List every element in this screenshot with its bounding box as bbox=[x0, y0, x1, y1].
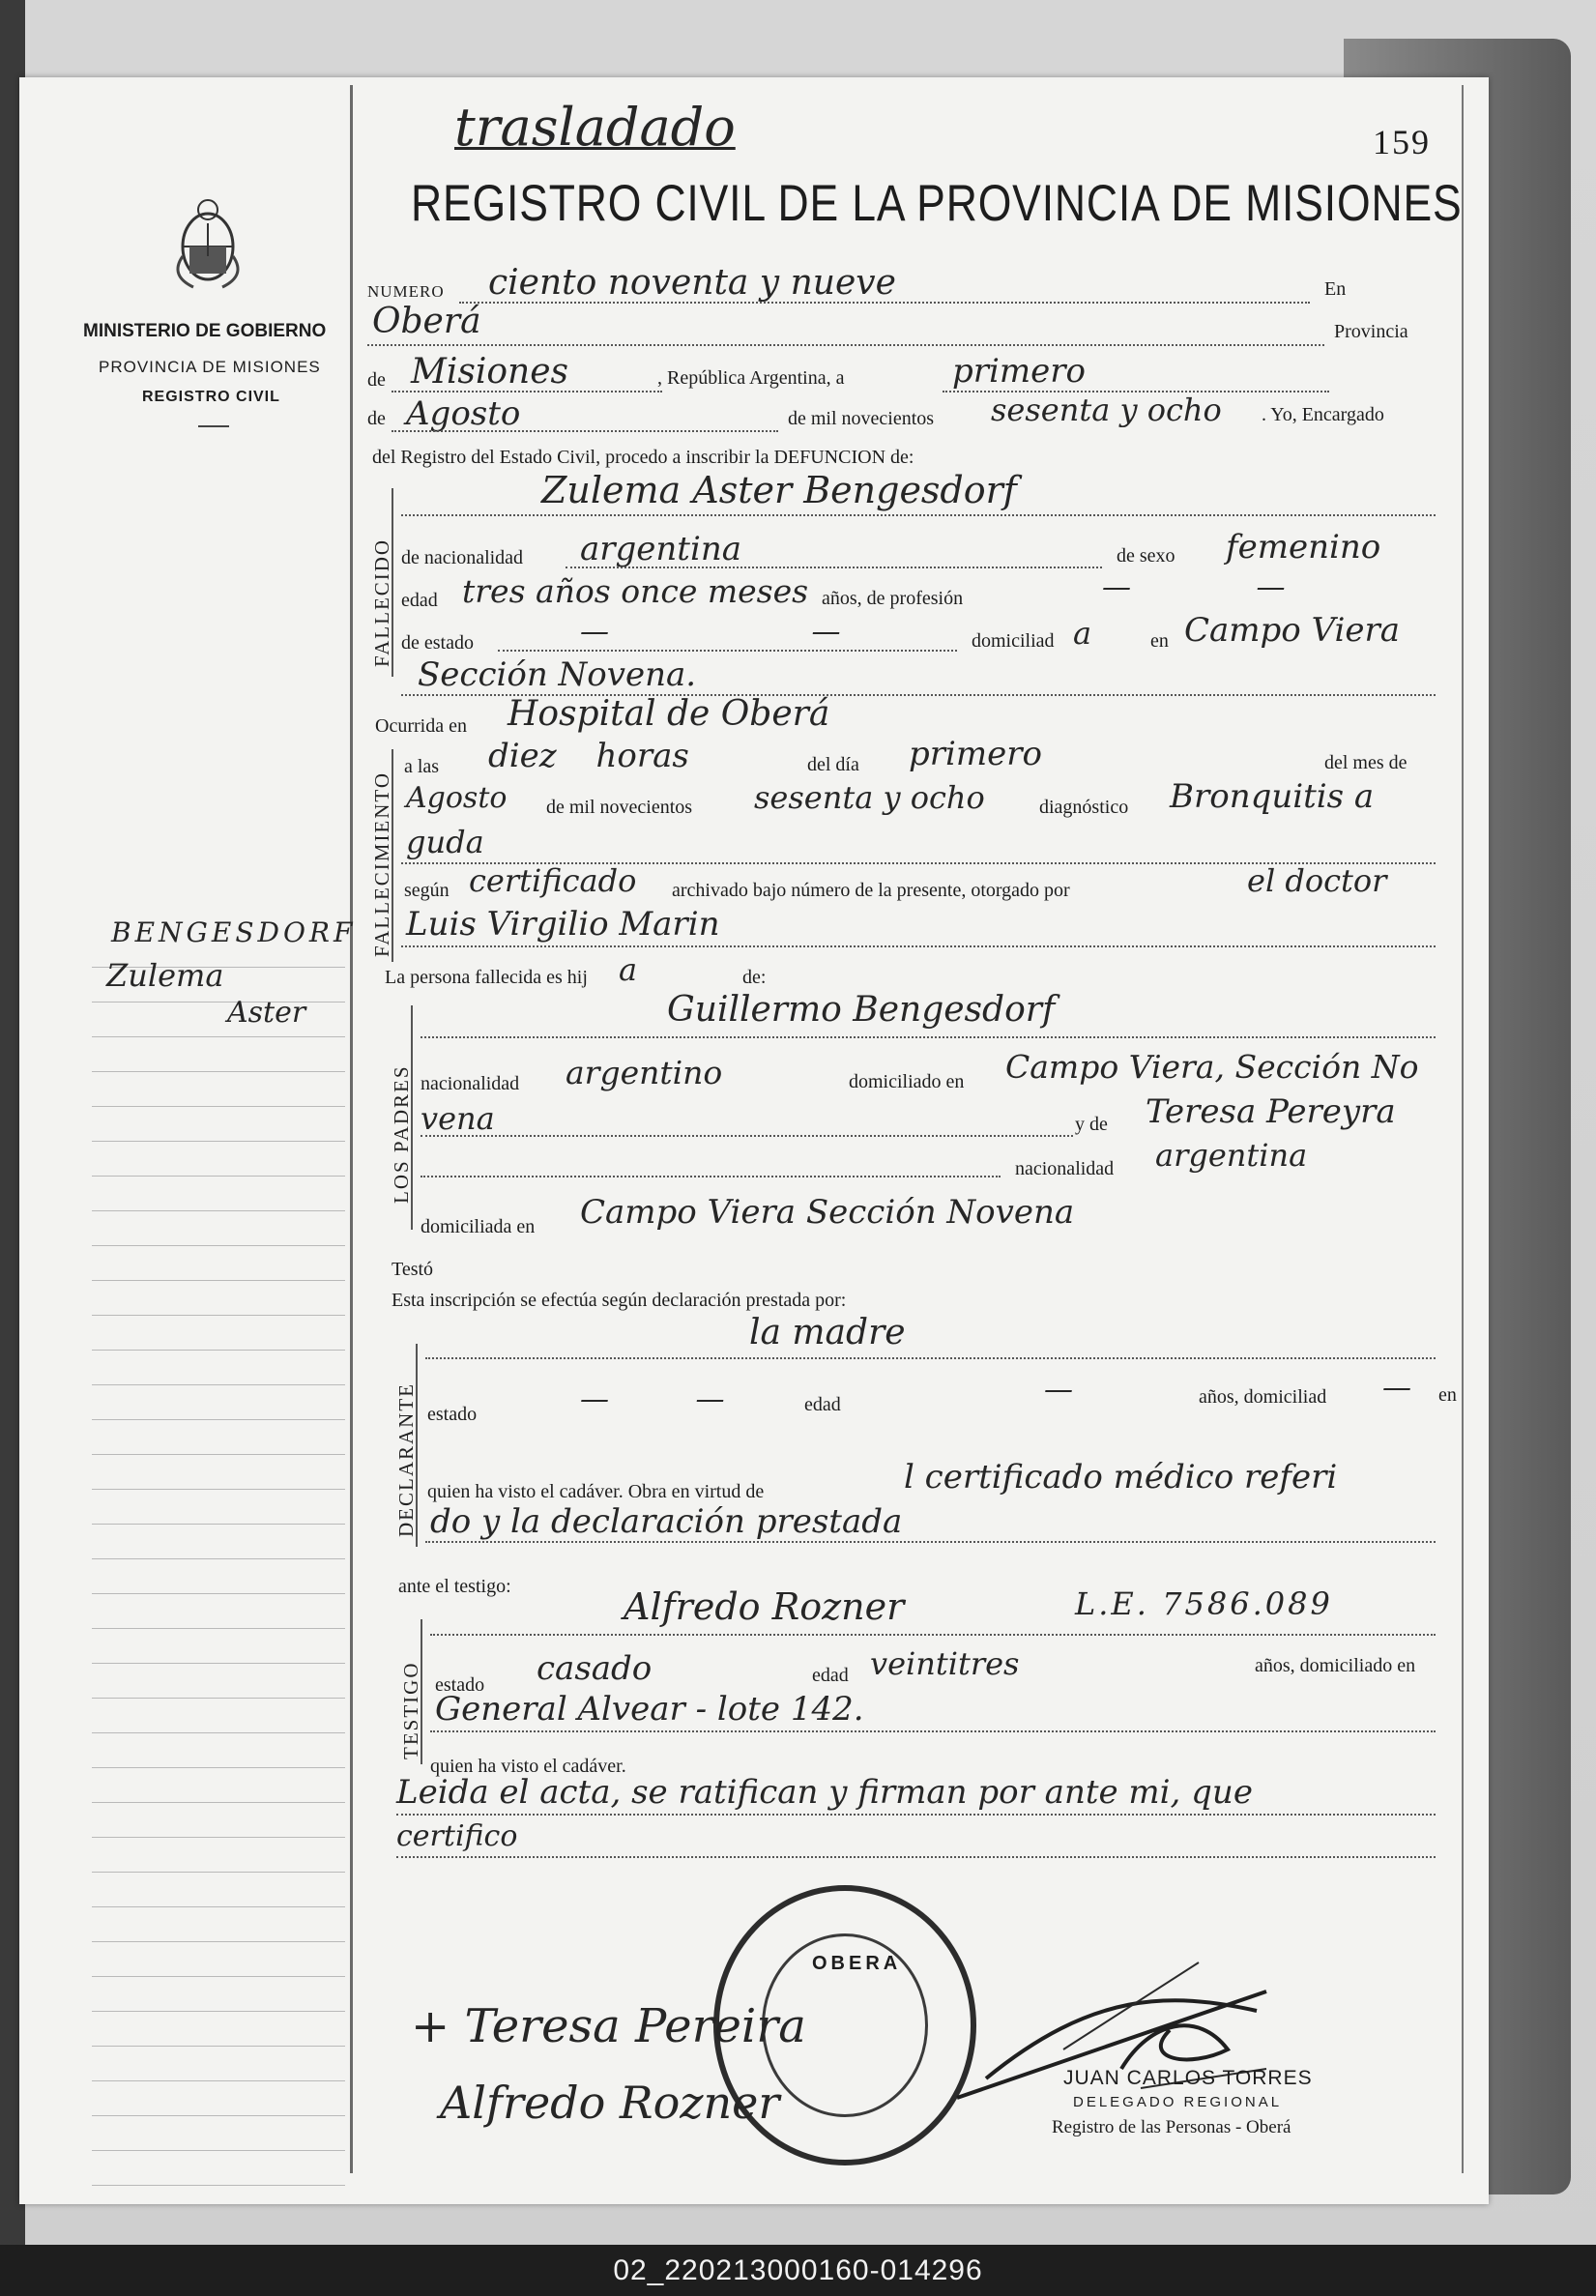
fallecido-nac-line bbox=[566, 567, 1102, 568]
registro-label: del Registro del Estado Civil, procedo a inscribir la DEFUNCION de: bbox=[372, 447, 914, 468]
margin-ruled-line bbox=[92, 1558, 345, 1559]
hora-value: diez horas bbox=[488, 737, 689, 775]
fallecido-edad-label: edad bbox=[401, 590, 438, 611]
cierre-texto: Leida el acta, se ratifican y firman por ante mi, que bbox=[396, 1773, 1253, 1812]
diag-label: diagnóstico bbox=[1039, 797, 1129, 818]
mes-value: Agosto bbox=[406, 394, 521, 433]
testigo-estado-label: estado bbox=[435, 1674, 485, 1696]
declarante-nombre: la madre bbox=[749, 1313, 906, 1352]
margin-ruled-line bbox=[92, 1489, 345, 1490]
image-id-label: 02_220213000160-014296 bbox=[613, 2253, 983, 2286]
authority-registry: REGISTRO CIVIL bbox=[142, 389, 280, 405]
localidad-line bbox=[367, 344, 1324, 346]
cierre-texto2: certifico bbox=[396, 1819, 518, 1853]
authority-divider bbox=[198, 425, 229, 427]
margin-ruled-line bbox=[92, 1245, 345, 1246]
coat-of-arms-icon bbox=[164, 189, 251, 295]
padres-de-label: de: bbox=[742, 967, 767, 988]
margin-ruled-line bbox=[92, 2046, 345, 2047]
testigo-estado-value: casado bbox=[537, 1649, 653, 1688]
fallecido-edad-value: tres años once meses bbox=[462, 572, 809, 610]
segun-label: según bbox=[404, 880, 450, 901]
dia-label: del día bbox=[807, 754, 859, 775]
right-rule bbox=[1462, 85, 1464, 2173]
fallecido-section-label: FALLECIDO bbox=[370, 538, 393, 667]
margin-ruled-line bbox=[92, 1941, 345, 1942]
testigo-dom-label: años, domiciliado en bbox=[1255, 1655, 1416, 1676]
testigo-dom-line bbox=[430, 1730, 1436, 1732]
fallecimiento-mes-value: Agosto bbox=[406, 781, 508, 815]
margin-ruled-line bbox=[92, 1454, 345, 1455]
padres-section-label: LOS PADRES bbox=[390, 1064, 413, 1204]
hora-label: a las bbox=[404, 756, 440, 777]
hija-suffix: a bbox=[619, 951, 638, 988]
margin-rule bbox=[350, 85, 353, 2173]
provincia-line bbox=[392, 391, 662, 392]
padre-nac-value: argentino bbox=[566, 1054, 723, 1091]
padre-dom-label: domiciliado en bbox=[849, 1071, 965, 1092]
margin-ruled-line bbox=[92, 1872, 345, 1873]
declarante-dom-label: años, domiciliad bbox=[1199, 1386, 1327, 1408]
mes-line bbox=[392, 430, 778, 432]
margin-ruled-line bbox=[92, 1350, 345, 1351]
padre-nac-label: nacionalidad bbox=[421, 1073, 520, 1094]
madre-dom-value: Campo Viera Sección Novena bbox=[580, 1193, 1075, 1232]
margin-ruled-line bbox=[92, 1071, 345, 1072]
declarante-estado-label: estado bbox=[427, 1404, 478, 1425]
margin-ruled-line bbox=[92, 2185, 345, 2186]
padre-dom-value2: vena bbox=[421, 1100, 495, 1137]
fallecido-domicilio-label: domiciliad bbox=[972, 630, 1055, 652]
declarante-obra-value2: do y la declaración prestada bbox=[430, 1502, 903, 1541]
testigo-ante-label: ante el testigo: bbox=[398, 1576, 511, 1597]
medico-value: Luis Virgilio Marin bbox=[406, 905, 720, 944]
margin-note-given2: Aster bbox=[227, 996, 306, 1030]
margin-ruled-line bbox=[92, 1906, 345, 1907]
margin-ruled-line bbox=[92, 1767, 345, 1768]
fallecido-sexo-label: de sexo bbox=[1117, 545, 1175, 567]
padre-nombre: Guillermo Bengesdorf bbox=[667, 990, 1056, 1030]
fallecido-domicilio-value: Campo Viera bbox=[1184, 611, 1401, 650]
provincia-label: Provincia bbox=[1334, 321, 1408, 342]
anio-label: de mil novecientos bbox=[788, 408, 935, 429]
margin-ruled-line bbox=[92, 2150, 345, 2151]
testigo-documento: L.E. 7586.089 bbox=[1075, 1585, 1333, 1622]
oficial-nombre: JUAN CARLOS TORRES bbox=[1063, 2067, 1313, 2089]
declarante-visto-label: quien ha visto el cadáver. Obra en virtud de bbox=[427, 1481, 765, 1502]
madre-nombre: Teresa Pereyra bbox=[1146, 1092, 1396, 1131]
testigo-edad-label: edad bbox=[812, 1665, 849, 1686]
margin-ruled-line bbox=[92, 1524, 345, 1525]
declarante-edad-value: — bbox=[1044, 1373, 1073, 1407]
fallecido-estado-label: de estado bbox=[401, 632, 474, 654]
padre-dom-value: Campo Viera, Sección No bbox=[1005, 1048, 1419, 1086]
archivado-label: archivado bajo número de la presente, otorgado por bbox=[672, 880, 1070, 901]
hija-label: La persona fallecida es hij bbox=[385, 967, 588, 988]
margin-ruled-line bbox=[92, 1628, 345, 1629]
testigo-visto-label: quien ha visto el cadáver. bbox=[430, 1756, 626, 1777]
fallecido-nombre: Zulema Aster Bengesdorf bbox=[541, 469, 1017, 511]
declarante-section-label: DECLARANTE bbox=[394, 1382, 418, 1537]
margin-ruled-line bbox=[92, 1315, 345, 1316]
authority-province: PROVINCIA DE MISIONES bbox=[99, 358, 321, 376]
declarante-obra-line bbox=[425, 1541, 1436, 1543]
fallecimiento-dia-value: primero bbox=[909, 735, 1042, 773]
fallecimiento-anio-value: sesenta y ocho bbox=[754, 779, 985, 816]
fallecido-domicilio-value2: Sección Novena. bbox=[418, 655, 697, 694]
declarante-edad-label: edad bbox=[804, 1394, 841, 1415]
margin-ruled-line bbox=[92, 2115, 345, 2116]
margin-note-surname: BENGESDORF bbox=[111, 916, 357, 948]
margin-ruled-line bbox=[92, 1698, 345, 1699]
fallecido-profesion-value: — — bbox=[1102, 570, 1344, 604]
diag-value: Bronquitis a bbox=[1170, 777, 1375, 816]
oficial-oficina: Registro de las Personas - Oberá bbox=[1052, 2117, 1291, 2137]
numero-label: NUMERO bbox=[367, 282, 445, 301]
declarante-estado-value: — — bbox=[580, 1382, 764, 1416]
margin-ruled-line bbox=[92, 1141, 345, 1142]
fallecido-nombre-line bbox=[401, 514, 1436, 516]
firma-declarante: + Teresa Pereira bbox=[411, 1999, 806, 2053]
margin-ruled-line bbox=[92, 1732, 345, 1733]
encargado-label: . Yo, Encargado bbox=[1262, 404, 1384, 425]
stamp-text: OBERA bbox=[812, 1953, 902, 1974]
localidad-value: Oberá bbox=[372, 302, 481, 341]
testigo-edad-value: veintitres bbox=[870, 1645, 1020, 1682]
margin-ruled-line bbox=[92, 1210, 345, 1211]
margin-ruled-line bbox=[92, 1663, 345, 1664]
fallecido-sexo-value: femenino bbox=[1226, 528, 1381, 567]
testo-label: Testó bbox=[392, 1259, 434, 1280]
margin-ruled-line bbox=[92, 1384, 345, 1385]
margin-ruled-line bbox=[92, 1176, 345, 1177]
declarante-intro: Esta inscripción se efectúa según declaración prestada por: bbox=[392, 1290, 847, 1311]
declarante-obra-value: l certificado médico referi bbox=[904, 1458, 1338, 1497]
fallecido-profesion-label: años, de profesión bbox=[822, 588, 964, 609]
handwritten-title: trasladado bbox=[454, 97, 736, 158]
image-id-bar bbox=[0, 2245, 1596, 2296]
margin-ruled-line bbox=[92, 1802, 345, 1803]
ocurrida-label: Ocurrida en bbox=[375, 715, 467, 737]
medico-line bbox=[401, 945, 1436, 947]
mes-label: del mes de bbox=[1324, 752, 1407, 773]
fallecimiento-anio-label: de mil novecientos bbox=[546, 797, 693, 818]
margin-ruled-line bbox=[92, 1280, 345, 1281]
segun-value: certificado bbox=[469, 862, 637, 899]
fallecido-nac-value: argentina bbox=[580, 530, 742, 568]
testigo-nombre: Alfredo Rozner bbox=[624, 1585, 905, 1628]
numero-value: ciento noventa y nueve bbox=[488, 263, 896, 303]
en-label: En bbox=[1324, 278, 1347, 300]
margin-ruled-line bbox=[92, 2011, 345, 2012]
margin-ruled-line bbox=[92, 1036, 345, 1037]
ocurrida-value: Hospital de Oberá bbox=[508, 694, 830, 734]
testigo-dom-value: General Alvear - lote 142. bbox=[435, 1690, 864, 1729]
fallecido-nac-label: de nacionalidad bbox=[401, 547, 524, 568]
fallecido-estado-line bbox=[498, 650, 957, 652]
fallecido-estado-value: — — bbox=[580, 615, 938, 649]
cierre-line2 bbox=[396, 1856, 1436, 1858]
numero-line bbox=[459, 302, 1310, 304]
margin-ruled-line bbox=[92, 1002, 345, 1003]
fallecido-en-label: en bbox=[1150, 630, 1169, 652]
fallecimiento-section-label: FALLECIMIENTO bbox=[370, 770, 393, 957]
madre-line bbox=[421, 1176, 1001, 1177]
padre-dom-line bbox=[421, 1135, 1073, 1137]
cierre-line bbox=[396, 1814, 1436, 1816]
oficial-cargo: DELEGADO REGIONAL bbox=[1073, 2094, 1283, 2110]
authority-ministry: MINISTERIO DE GOBIERNO bbox=[83, 321, 327, 341]
page-title: REGISTRO CIVIL DE LA PROVINCIA DE MISIONES bbox=[411, 175, 1463, 232]
testigo-nombre-line bbox=[430, 1634, 1436, 1636]
diag-value2: guda bbox=[406, 824, 484, 860]
declarante-en-label: en bbox=[1438, 1384, 1457, 1406]
declarante-dom-value: — bbox=[1382, 1371, 1411, 1405]
padre-nombre-line bbox=[421, 1036, 1436, 1038]
margin-note-given1: Zulema bbox=[106, 957, 224, 994]
de-mes-label: de bbox=[367, 408, 386, 429]
margin-ruled-line bbox=[92, 1419, 345, 1420]
y-de-label: y de bbox=[1075, 1114, 1108, 1135]
testigo-section-label: TESTIGO bbox=[399, 1661, 422, 1759]
margin-ruled-line bbox=[92, 1106, 345, 1107]
madre-dom-label: domiciliada en bbox=[421, 1216, 536, 1237]
dia-value: primero bbox=[952, 352, 1086, 391]
de-label: de bbox=[367, 369, 386, 391]
declarante-nombre-line bbox=[425, 1357, 1436, 1359]
madre-nac-value: argentina bbox=[1155, 1137, 1308, 1174]
republica-label: , República Argentina, a bbox=[657, 367, 845, 389]
provincia-value: Misiones bbox=[411, 352, 569, 392]
fallecido-domicilio-suffix: a bbox=[1073, 615, 1092, 652]
firma-testigo: Alfredo Rozner bbox=[440, 2077, 780, 2129]
folio-number: 159 bbox=[1373, 123, 1431, 161]
margin-ruled-line bbox=[92, 2080, 345, 2081]
margin-ruled-line bbox=[92, 1976, 345, 1977]
madre-nac-label: nacionalidad bbox=[1015, 1158, 1115, 1179]
anio-value: sesenta y ocho bbox=[991, 392, 1222, 428]
otorgado-value: el doctor bbox=[1247, 862, 1387, 899]
margin-ruled-line bbox=[92, 1593, 345, 1594]
margin-ruled-line bbox=[92, 1837, 345, 1838]
